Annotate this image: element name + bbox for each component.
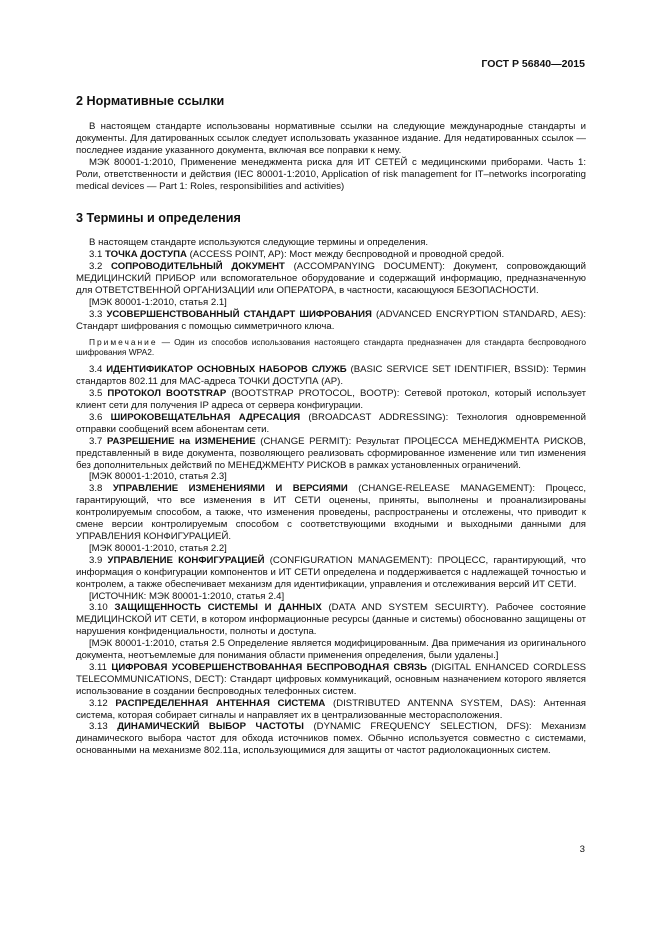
term-number: 3.3 <box>89 308 103 320</box>
term-name: УПРАВЛЕНИЕ ИЗМЕНЕНИЯМИ И ВЕРСИЯМИ <box>112 483 348 495</box>
term-3-1 <box>76 249 586 261</box>
normative-reference: МЭК 80001-1:2010, Применение менеджмента риска для ИТ СЕТЕЙ с медицинскими приборами. Часть 1: Роли, ответственности и действия (IEC 80001-1:2010, Application of risk management for IT–networks incorporating medical devices — Part 1: Roles, responsibilities and activities) <box>76 156 586 192</box>
term-definition: (DIGITAL ENHANCED CORDLESS TELECOMMUNICATIONS, DECT): Стандарт цифровых коммуникаций, основным назначением которого является использование в создании беспроводных телефонных систем. <box>76 661 586 697</box>
term-name: ДИНАМИЧЕСКИЙ ВЫБОР ЧАСТОТЫ <box>117 721 304 733</box>
term-definition: (BOOTSTRAP PROTOCOL, BOOTP): Сетевой протокол, который использует клиент сети для получения IP адреса от сервера конфигурации. <box>76 388 587 411</box>
term-number: 3.11 <box>89 661 107 673</box>
term-3-5 <box>76 388 586 412</box>
term-3-9 <box>76 555 586 591</box>
term-definition: (ACCOMPANYING DOCUMENT): Документ, сопровождающий МЕДИЦИНСКИЙ ПРИБОР или вспомогательное оборудование и содержащий информацию, предназначенную для ОТВЕТСТВЕННОЙ ОРГАНИЗАЦИИ или ОПЕРАТОРА, в частности, касающуюся БЕЗОПАСНОСТИ. <box>76 261 586 297</box>
term-source: [МЭК 80001-1:2010, статья 2.2] <box>89 542 227 554</box>
term-name: ПРОТОКОЛ BOOTSTRAP <box>107 388 227 400</box>
term-definition: (DISTRIBUTED ANTENNA SYSTEM, DAS): Антенная система, которая собирает сигналы и направляет их в централизованные месторасположения. <box>76 697 586 721</box>
term-name: РАСПРЕДЕЛЕННАЯ АНТЕННАЯ СИСТЕМА <box>115 697 326 709</box>
section-2-paragraph: В настоящем стандарте использованы нормативные ссылки на следующие международные стандарты и документы. Для датированных ссылок следует использовать указанное издание. Для недатированных ссылок — последнее издание указанного документа, включая все поправки к нему. <box>76 121 586 156</box>
term-definition: (CHANGE PERMIT): Результат ПРОЦЕССА МЕНЕДЖМЕНТА РИСКОВ, представленный в виде документа, позволяющего реализовать сформированное изменение или тип изменения без дополнительных действий по МЕНЕДЖМЕНТУ РИСКОВ в рамках установленных ограничений. <box>76 435 586 471</box>
term-3-8 <box>76 483 586 543</box>
term-name: ИДЕНТИФИКАТОР ОСНОВНЫХ НАБОРОВ СЛУЖБ <box>106 364 347 376</box>
note-text: — Один из способов использования настоящего стандарта предназначен для стандарта беспроводного шифрования WPA2. <box>76 336 586 357</box>
term-definition: (ADVANCED ENCRYPTION STANDARD, AES): Стандарт шифрования с помощью симметричного ключа. <box>76 308 587 332</box>
term-number: 3.4 <box>89 364 103 376</box>
term-name: ЗАЩИЩЕННОСТЬ СИСТЕМЫ И ДАННЫХ <box>114 602 322 614</box>
term-3-4 <box>76 364 586 388</box>
section-3-title: 3 Термины и определения <box>76 211 241 226</box>
term-name: РАЗРЕШЕНИЕ на ИЗМЕНЕНИЕ <box>106 435 256 447</box>
term-source: [ИСТОЧНИК: МЭК 80001-1:2010, статья 2.4] <box>89 590 285 602</box>
term-number: 3.6 <box>89 411 103 423</box>
term-name: СОПРОВОДИТЕЛЬНЫЙ ДОКУМЕНТ <box>111 261 285 273</box>
term-number: 3.9 <box>89 554 103 566</box>
term-definition: (DATA AND SYSTEM SECUIRTY). Рабочее состояние МЕДИЦИНСКОЙ ИТ СЕТИ, в котором информационные ресурсы (данные и системы) обоснованно защищены от нарушения конфиденциальности, полноты и доступа. <box>76 602 586 638</box>
term-number: 3.8 <box>89 483 103 495</box>
term-definition: (ACCESS POINT, AP): Мост между беспроводной и проводной средой. <box>186 249 505 261</box>
term-number: 3.1 <box>89 249 103 261</box>
standard-designation: ГОСТ Р 56840—2015 <box>481 58 585 70</box>
term-definition: (CONFIGURATION MANAGEMENT): ПРОЦЕСС, гарантирующий, что информация о конфигурации компонентов и ИТ СЕТИ определена и поддерживается с надлежащей точностью и контролем, а также обеспечивает механизм для идентификации, управления и отслеживания версий ИТ СЕТИ. <box>76 554 586 590</box>
term-definition: (CHANGE-RELEASE MANAGEMENT): Процесс, гарантирующий, что все изменения в ИТ СЕТИ оценены, приняты, выполнены и проанализированы контролируемым способом, а также, что изменения проведены, распространены и отслежены, что приводит к смене версии контролируемым способом с соответствующими входными и выходными данными для УПРАВЛЕНИЯ КОНФИГУРАЦИЕЙ. <box>76 483 587 542</box>
term-source: [МЭК 80001-1:2010, статья 2.1] <box>89 296 227 308</box>
section-3-intro: В настоящем стандарте используются следующие термины и определения. <box>89 237 429 249</box>
section-2-title: 2 Нормативные ссылки <box>76 94 225 108</box>
term-3-3 <box>76 309 586 333</box>
term-name: ЦИФРОВАЯ УСОВЕРШЕНСТВОВАННАЯ БЕСПРОВОДНАЯ СВЯЗЬ <box>111 661 427 673</box>
term-number: 3.2 <box>89 261 103 273</box>
term-definition: (BASIC SERVICE SET IDENTIFIER, BSSID): Термин стандартов 802.11 для MAC-адреса ТОЧКИ ДОСТУПА (AP). <box>76 364 586 388</box>
term-name: ТОЧКА ДОСТУПА <box>105 249 187 261</box>
term-3-6 <box>76 412 586 436</box>
term-3-13 <box>76 721 586 757</box>
term-definition: (DYNAMIC FREQUENCY SELECTION, DFS): Механизм динамического выбора частот для обхода источников помех. Обычно используется совместно с системами, основанными на механизме 802.11a, использующимися для защиты от частот радиолокационных систем. <box>76 721 586 757</box>
term-number: 3.10 <box>89 602 108 614</box>
term-number: 3.12 <box>89 697 108 709</box>
note <box>76 337 586 358</box>
page-number: 3 <box>579 844 585 855</box>
term-3-11 <box>76 662 586 698</box>
term-name: УСОВЕРШЕНСТВОВАННЫЙ СТАНДАРТ ШИФРОВАНИЯ <box>106 308 372 320</box>
term-number: 3.5 <box>89 388 103 400</box>
term-3-7 <box>76 436 586 472</box>
term-definition: (BROADCAST ADDRESSING): Технология одновременной отправки сообщений всем абонентам сети. <box>76 411 586 435</box>
note-label: Примечание <box>89 336 158 347</box>
term-number: 3.13 <box>89 721 108 733</box>
term-source: [МЭК 80001-1:2010, статья 2.5 Определение является модифицированным. Два примечания из оригинального документа, неотъемлемые для понимания области применения определения, были удалены.] <box>76 638 586 662</box>
term-name: ШИРОКОВЕЩАТЕЛЬНАЯ АДРЕСАЦИЯ <box>110 411 301 423</box>
term-3-12 <box>76 698 586 722</box>
term-name: УПРАВЛЕНИЕ КОНФИГУРАЦИЕЙ <box>107 554 265 566</box>
page-content <box>76 88 586 757</box>
term-number: 3.7 <box>89 435 103 447</box>
term-source: [МЭК 80001-1:2010, статья 2.3] <box>89 471 227 483</box>
term-3-10 <box>76 602 586 638</box>
term-3-2 <box>76 261 586 297</box>
